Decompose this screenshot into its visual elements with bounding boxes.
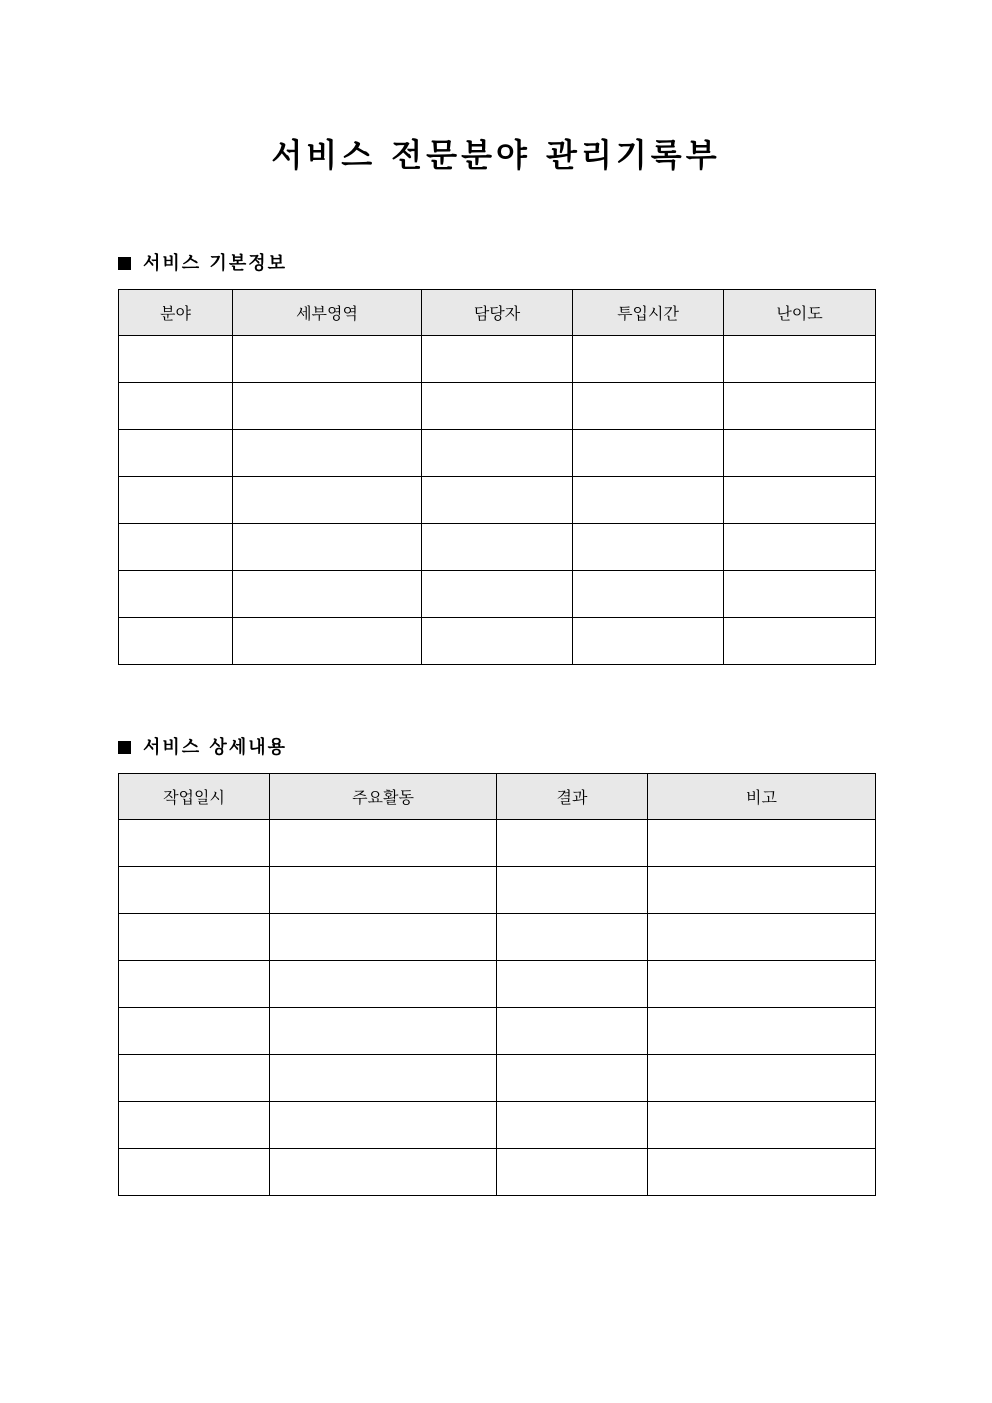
table-cell[interactable] <box>270 867 497 914</box>
column-header-work-date: 작업일시 <box>119 774 270 820</box>
table-cell[interactable] <box>119 961 270 1008</box>
table-cell[interactable] <box>648 1008 876 1055</box>
table-row <box>119 1102 876 1149</box>
table-cell[interactable] <box>724 618 876 665</box>
square-bullet-icon <box>118 741 131 754</box>
column-header-result: 결과 <box>497 774 648 820</box>
table-cell[interactable] <box>724 383 876 430</box>
table-cell[interactable] <box>270 1055 497 1102</box>
table-cell[interactable] <box>422 336 573 383</box>
table-cell[interactable] <box>270 1008 497 1055</box>
table-header-row <box>119 774 876 820</box>
table-cell[interactable] <box>119 1008 270 1055</box>
table-row <box>119 430 876 477</box>
table-cell[interactable] <box>119 524 233 571</box>
column-header-remarks: 비고 <box>648 774 876 820</box>
square-bullet-icon <box>118 257 131 270</box>
table-cell[interactable] <box>497 1055 648 1102</box>
table-cell[interactable] <box>270 1149 497 1196</box>
table-cell[interactable] <box>119 867 270 914</box>
table-cell[interactable] <box>422 571 573 618</box>
column-header-manager: 담당자 <box>422 290 573 336</box>
table-cell[interactable] <box>573 524 724 571</box>
table-cell[interactable] <box>648 820 876 867</box>
table-cell[interactable] <box>497 1102 648 1149</box>
table-row <box>119 618 876 665</box>
table-row <box>119 477 876 524</box>
table-cell[interactable] <box>724 430 876 477</box>
table-row <box>119 524 876 571</box>
column-header-difficulty: 난이도 <box>724 290 876 336</box>
section-heading-label: 서비스 기본정보 <box>143 253 287 274</box>
table-cell[interactable] <box>119 1102 270 1149</box>
table-cell[interactable] <box>724 571 876 618</box>
table-cell[interactable] <box>497 914 648 961</box>
table-cell[interactable] <box>724 336 876 383</box>
table-cell[interactable] <box>233 524 422 571</box>
table-cell[interactable] <box>573 571 724 618</box>
table-cell[interactable] <box>648 1055 876 1102</box>
basic-info-table <box>118 289 876 665</box>
table-cell[interactable] <box>119 383 233 430</box>
table-cell[interactable] <box>724 524 876 571</box>
table-cell[interactable] <box>573 383 724 430</box>
table-cell[interactable] <box>648 867 876 914</box>
table-cell[interactable] <box>119 477 233 524</box>
table-cell[interactable] <box>724 477 876 524</box>
table-cell[interactable] <box>648 961 876 1008</box>
table-cell[interactable] <box>119 914 270 961</box>
table-header-row <box>119 290 876 336</box>
table-cell[interactable] <box>573 477 724 524</box>
table-cell[interactable] <box>233 618 422 665</box>
table-cell[interactable] <box>422 383 573 430</box>
column-header-main-activity: 주요활동 <box>270 774 497 820</box>
table-cell[interactable] <box>573 336 724 383</box>
table-row <box>119 571 876 618</box>
table-cell[interactable] <box>573 618 724 665</box>
table-row <box>119 867 876 914</box>
table-cell[interactable] <box>233 430 422 477</box>
table-cell[interactable] <box>270 820 497 867</box>
table-cell[interactable] <box>270 914 497 961</box>
table-cell[interactable] <box>497 961 648 1008</box>
table-cell[interactable] <box>497 820 648 867</box>
table-cell[interactable] <box>648 1149 876 1196</box>
table-cell[interactable] <box>422 477 573 524</box>
table-cell[interactable] <box>270 961 497 1008</box>
table-cell[interactable] <box>233 477 422 524</box>
table-cell[interactable] <box>233 336 422 383</box>
column-header-field: 분야 <box>119 290 233 336</box>
table-cell[interactable] <box>497 867 648 914</box>
table-row <box>119 914 876 961</box>
table-row <box>119 961 876 1008</box>
page-title: 서비스 전문분야 관리기록부 <box>271 136 721 174</box>
column-header-sub-area: 세부영역 <box>233 290 422 336</box>
table-cell[interactable] <box>497 1149 648 1196</box>
table-cell[interactable] <box>233 571 422 618</box>
table-row <box>119 1149 876 1196</box>
column-header-hours: 투입시간 <box>573 290 724 336</box>
table-row <box>119 383 876 430</box>
table-row <box>119 1008 876 1055</box>
table-row <box>119 820 876 867</box>
table-cell[interactable] <box>119 571 233 618</box>
table-cell[interactable] <box>119 336 233 383</box>
table-cell[interactable] <box>119 820 270 867</box>
table-cell[interactable] <box>422 524 573 571</box>
table-cell[interactable] <box>119 1149 270 1196</box>
table-cell[interactable] <box>648 1102 876 1149</box>
table-row <box>119 1055 876 1102</box>
section-heading-details <box>118 735 287 761</box>
table-cell[interactable] <box>270 1102 497 1149</box>
table-cell[interactable] <box>119 430 233 477</box>
section-heading-label: 서비스 상세내용 <box>143 737 287 758</box>
table-cell[interactable] <box>648 914 876 961</box>
service-details-table <box>118 773 876 1196</box>
table-cell[interactable] <box>233 383 422 430</box>
table-cell[interactable] <box>422 430 573 477</box>
table-cell[interactable] <box>119 618 233 665</box>
table-cell[interactable] <box>119 1055 270 1102</box>
table-row <box>119 336 876 383</box>
section-heading-basic-info <box>118 251 287 277</box>
table-cell[interactable] <box>497 1008 648 1055</box>
table-cell[interactable] <box>422 618 573 665</box>
table-cell[interactable] <box>573 430 724 477</box>
